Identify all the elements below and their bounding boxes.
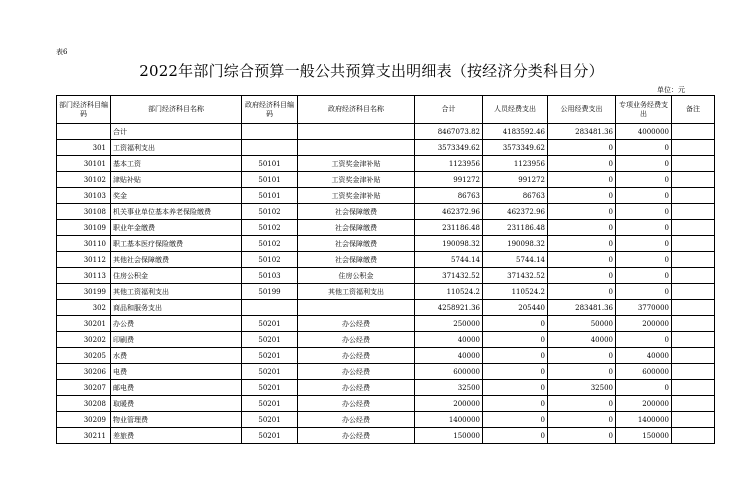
- table-row: [57, 220, 715, 236]
- cell-gov-code: 50201: [242, 332, 298, 348]
- cell-special: 200000: [616, 396, 672, 412]
- cell-public: 0: [548, 412, 616, 428]
- cell-dept-name: 工资福利支出: [111, 140, 242, 156]
- cell-dept-name: 办公费: [111, 316, 242, 332]
- cell-dept-name: 机关事业单位基本养老保险缴费: [111, 204, 242, 220]
- cell-personnel: 5744.14: [483, 252, 548, 268]
- cell-dept-code: 30209: [57, 412, 111, 428]
- cell-gov-name: 办公经费: [298, 348, 415, 364]
- table-row: [57, 428, 715, 444]
- cell-dept-name: 差旅费: [111, 428, 242, 444]
- cell-personnel: 0: [483, 348, 548, 364]
- cell-gov-code: 50201: [242, 428, 298, 444]
- cell-gov-name: 社会保障缴费: [298, 204, 415, 220]
- cell-gov-code: 50101: [242, 188, 298, 204]
- cell-note: [672, 140, 715, 156]
- cell-dept-name: 职业年金缴费: [111, 220, 242, 236]
- cell-special: 0: [616, 204, 672, 220]
- cell-dept-name: 职工基本医疗保险缴费: [111, 236, 242, 252]
- cell-gov-code: 50102: [242, 236, 298, 252]
- cell-dept-name: 基本工资: [111, 156, 242, 172]
- cell-gov-name: 办公经费: [298, 428, 415, 444]
- cell-gov-name: 办公经费: [298, 316, 415, 332]
- table-row: [57, 252, 715, 268]
- cell-dept-name: 奖金: [111, 188, 242, 204]
- cell-dept-code: 301: [57, 140, 111, 156]
- cell-dept-code: 30201: [57, 316, 111, 332]
- cell-special: 4000000: [616, 124, 672, 140]
- cell-public: 0: [548, 236, 616, 252]
- cell-special: 0: [616, 380, 672, 396]
- cell-personnel: 110524.2: [483, 284, 548, 300]
- cell-total: 5744.14: [415, 252, 483, 268]
- cell-gov-code: [242, 140, 298, 156]
- cell-dept-name: 取暖费: [111, 396, 242, 412]
- cell-dept-code: 30206: [57, 364, 111, 380]
- cell-public: 32500: [548, 380, 616, 396]
- cell-special: 0: [616, 284, 672, 300]
- cell-note: [672, 220, 715, 236]
- table-row: [57, 316, 715, 332]
- cell-dept-code: 30103: [57, 188, 111, 204]
- cell-special: 3770000: [616, 300, 672, 316]
- cell-gov-name: 工资奖金津补贴: [298, 188, 415, 204]
- cell-personnel: 0: [483, 396, 548, 412]
- cell-personnel: 190098.32: [483, 236, 548, 252]
- cell-total: 190098.32: [415, 236, 483, 252]
- cell-special: 0: [616, 172, 672, 188]
- cell-gov-code: 50201: [242, 348, 298, 364]
- cell-total: 150000: [415, 428, 483, 444]
- cell-gov-name: 办公经费: [298, 396, 415, 412]
- cell-personnel: 231186.48: [483, 220, 548, 236]
- cell-gov-name: [298, 140, 415, 156]
- cell-total: 86763: [415, 188, 483, 204]
- table-row: [57, 300, 715, 316]
- header-dept-code: 部门经济科目编码: [57, 96, 111, 124]
- cell-total: 250000: [415, 316, 483, 332]
- cell-public: 0: [548, 396, 616, 412]
- cell-gov-code: 50201: [242, 396, 298, 412]
- cell-dept-name: 津贴补贴: [111, 172, 242, 188]
- budget-detail-table: [56, 95, 715, 444]
- cell-public: 0: [548, 140, 616, 156]
- unit-label: 单位：元: [657, 86, 685, 94]
- cell-public: 0: [548, 284, 616, 300]
- cell-gov-code: 50102: [242, 204, 298, 220]
- cell-public: 0: [548, 220, 616, 236]
- cell-special: 0: [616, 156, 672, 172]
- table-row: [57, 396, 715, 412]
- table-row: [57, 268, 715, 284]
- cell-dept-code: 30207: [57, 380, 111, 396]
- cell-note: [672, 268, 715, 284]
- cell-gov-name: 办公经费: [298, 412, 415, 428]
- cell-note: [672, 204, 715, 220]
- header-dept-name: 部门经济科目名称: [111, 96, 242, 124]
- cell-special: 0: [616, 220, 672, 236]
- cell-gov-name: 办公经费: [298, 332, 415, 348]
- cell-personnel: 0: [483, 316, 548, 332]
- cell-public: 0: [548, 348, 616, 364]
- table-row: [57, 172, 715, 188]
- cell-dept-code: 30211: [57, 428, 111, 444]
- cell-personnel: 0: [483, 412, 548, 428]
- table-row: [57, 412, 715, 428]
- cell-personnel: 0: [483, 380, 548, 396]
- cell-gov-code: 50201: [242, 316, 298, 332]
- cell-gov-code: [242, 124, 298, 140]
- cell-public: 0: [548, 204, 616, 220]
- cell-dept-name: 合计: [111, 124, 242, 140]
- cell-total: 110524.2: [415, 284, 483, 300]
- cell-gov-code: 50199: [242, 284, 298, 300]
- cell-public: 0: [548, 268, 616, 284]
- cell-special: 40000: [616, 348, 672, 364]
- cell-dept-code: 30109: [57, 220, 111, 236]
- cell-note: [672, 252, 715, 268]
- cell-public: 283481.36: [548, 124, 616, 140]
- cell-note: [672, 364, 715, 380]
- table-row: [57, 236, 715, 252]
- cell-special: 600000: [616, 364, 672, 380]
- cell-gov-name: 社会保障缴费: [298, 252, 415, 268]
- cell-note: [672, 348, 715, 364]
- cell-special: 0: [616, 236, 672, 252]
- cell-personnel: 205440: [483, 300, 548, 316]
- cell-note: [672, 156, 715, 172]
- header-public: 公用经费支出: [548, 96, 616, 124]
- cell-total: 4258921.36: [415, 300, 483, 316]
- page-title: 2022年部门综合预算一般公共预算支出明细表（按经济分类科目分）: [139, 62, 604, 80]
- cell-gov-name: 办公经费: [298, 364, 415, 380]
- cell-gov-code: 50101: [242, 156, 298, 172]
- cell-dept-code: 30108: [57, 204, 111, 220]
- cell-special: 0: [616, 188, 672, 204]
- cell-personnel: 371432.52: [483, 268, 548, 284]
- cell-gov-name: 工资奖金津补贴: [298, 156, 415, 172]
- cell-gov-name: 住房公积金: [298, 268, 415, 284]
- table-row: [57, 204, 715, 220]
- cell-note: [672, 124, 715, 140]
- cell-personnel: 0: [483, 332, 548, 348]
- cell-gov-name: [298, 124, 415, 140]
- cell-total: 600000: [415, 364, 483, 380]
- table-row: [57, 124, 715, 140]
- cell-gov-code: 50201: [242, 364, 298, 380]
- cell-note: [672, 428, 715, 444]
- cell-gov-name: 其他工资福利支出: [298, 284, 415, 300]
- cell-gov-code: 50102: [242, 252, 298, 268]
- cell-dept-code: 30208: [57, 396, 111, 412]
- header-special: 专项业务经费支出: [616, 96, 672, 124]
- cell-personnel: 86763: [483, 188, 548, 204]
- cell-gov-name: 社会保障缴费: [298, 236, 415, 252]
- table-row: [57, 140, 715, 156]
- cell-note: [672, 412, 715, 428]
- cell-dept-name: 住房公积金: [111, 268, 242, 284]
- cell-gov-code: 50102: [242, 220, 298, 236]
- table-row: [57, 364, 715, 380]
- cell-dept-name: 水费: [111, 348, 242, 364]
- cell-dept-name: 印刷费: [111, 332, 242, 348]
- header-total: 合计: [415, 96, 483, 124]
- cell-gov-name: 工资奖金津补贴: [298, 172, 415, 188]
- cell-dept-code: [57, 124, 111, 140]
- cell-total: 3573349.62: [415, 140, 483, 156]
- cell-gov-code: 50201: [242, 380, 298, 396]
- cell-personnel: 1123956: [483, 156, 548, 172]
- cell-note: [672, 188, 715, 204]
- cell-dept-code: 30101: [57, 156, 111, 172]
- cell-special: 0: [616, 268, 672, 284]
- cell-personnel: 462372.96: [483, 204, 548, 220]
- cell-total: 1123956: [415, 156, 483, 172]
- cell-special: 150000: [616, 428, 672, 444]
- cell-total: 991272: [415, 172, 483, 188]
- table-header-row: [57, 96, 715, 124]
- header-gov-name: 政府经济科目名称: [298, 96, 415, 124]
- cell-note: [672, 284, 715, 300]
- cell-note: [672, 236, 715, 252]
- table-row: [57, 332, 715, 348]
- cell-note: [672, 332, 715, 348]
- table-row: [57, 348, 715, 364]
- cell-public: 50000: [548, 316, 616, 332]
- cell-dept-name: 电费: [111, 364, 242, 380]
- cell-dept-code: 30110: [57, 236, 111, 252]
- cell-dept-name: 其他工资福利支出: [111, 284, 242, 300]
- cell-gov-name: 社会保障缴费: [298, 220, 415, 236]
- cell-public: 283481.36: [548, 300, 616, 316]
- table-row: [57, 380, 715, 396]
- cell-special: 0: [616, 140, 672, 156]
- cell-note: [672, 396, 715, 412]
- cell-total: 371432.52: [415, 268, 483, 284]
- table-row: [57, 284, 715, 300]
- cell-total: 462372.96: [415, 204, 483, 220]
- cell-public: 0: [548, 252, 616, 268]
- cell-public: 0: [548, 172, 616, 188]
- cell-note: [672, 172, 715, 188]
- cell-special: 0: [616, 252, 672, 268]
- cell-dept-code: 30112: [57, 252, 111, 268]
- cell-public: 40000: [548, 332, 616, 348]
- cell-personnel: 991272: [483, 172, 548, 188]
- cell-total: 40000: [415, 332, 483, 348]
- cell-gov-code: 50201: [242, 412, 298, 428]
- cell-dept-code: 30102: [57, 172, 111, 188]
- cell-total: 1400000: [415, 412, 483, 428]
- cell-total: 40000: [415, 348, 483, 364]
- cell-total: 32500: [415, 380, 483, 396]
- cell-dept-code: 30113: [57, 268, 111, 284]
- cell-personnel: 0: [483, 428, 548, 444]
- cell-dept-name: 邮电费: [111, 380, 242, 396]
- table-row: [57, 156, 715, 172]
- cell-special: 1400000: [616, 412, 672, 428]
- cell-total: 8467073.82: [415, 124, 483, 140]
- cell-dept-code: 302: [57, 300, 111, 316]
- cell-special: 0: [616, 332, 672, 348]
- cell-gov-code: [242, 300, 298, 316]
- cell-note: [672, 380, 715, 396]
- header-personnel: 人员经费支出: [483, 96, 548, 124]
- header-gov-code: 政府经济科目编码: [242, 96, 298, 124]
- cell-dept-name: 商品和服务支出: [111, 300, 242, 316]
- table-row: [57, 188, 715, 204]
- cell-personnel: 4183592.46: [483, 124, 548, 140]
- cell-note: [672, 316, 715, 332]
- cell-gov-code: 50101: [242, 172, 298, 188]
- cell-gov-name: [298, 300, 415, 316]
- cell-public: 0: [548, 428, 616, 444]
- cell-dept-code: 30199: [57, 284, 111, 300]
- sheet-number-label: 表6: [56, 48, 68, 56]
- cell-dept-code: 30205: [57, 348, 111, 364]
- cell-note: [672, 300, 715, 316]
- header-note: 备注: [672, 96, 715, 124]
- cell-public: 0: [548, 188, 616, 204]
- cell-gov-name: 办公经费: [298, 380, 415, 396]
- cell-special: 200000: [616, 316, 672, 332]
- cell-gov-code: 50103: [242, 268, 298, 284]
- cell-total: 231186.48: [415, 220, 483, 236]
- cell-public: 0: [548, 364, 616, 380]
- cell-dept-name: 物业管理费: [111, 412, 242, 428]
- cell-dept-code: 30202: [57, 332, 111, 348]
- cell-personnel: 0: [483, 364, 548, 380]
- cell-public: 0: [548, 156, 616, 172]
- cell-total: 200000: [415, 396, 483, 412]
- cell-dept-name: 其他社会保障缴费: [111, 252, 242, 268]
- cell-personnel: 3573349.62: [483, 140, 548, 156]
